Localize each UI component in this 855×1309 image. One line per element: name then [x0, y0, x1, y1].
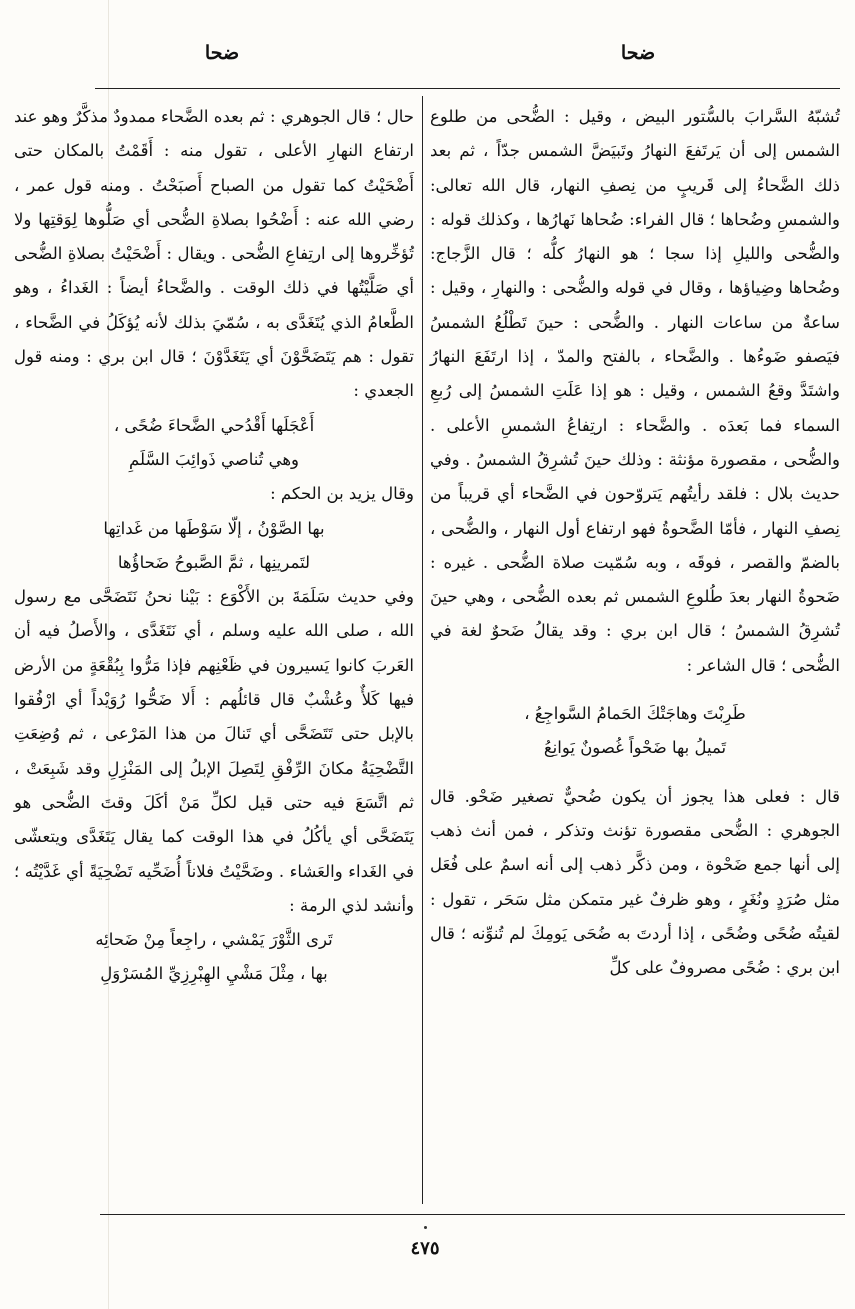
- verse-line: بها ، مِثْلَ مَشْيِ الهِبْرِزِيِّ المُسَرْوَلِ: [100, 964, 328, 984]
- header-word-left: ضحا: [204, 42, 240, 64]
- entry-text: حال ؛ قال الجوهري : ثم بعده الضَّحاء ممدودٌ مذكَّرٌ وهو عند ارتفاع النهارِ الأعلى ، تقول منه : أَقَمْتُ بالمكان حتى أَضْحَيْتُ كما تقول من الصباح أَصبَحْتُ . ومنه قول عمر ، رضي الله عنه : أَضْحُوا بصلاةِ الضُّحى أي صَلُّوها لِوَقتِها ولا تُؤخِّروها إلى ارتِفاعِ الضُّحى . ويقال : أَضْحَيْتُ بصلاةِ الضُّحى أي صَلَّيْتُها في ذلك الوقت . والضَّحاءُ أيضاً : الغَداءُ ، وهو الطَّعامُ الذي يُتَغَدَّى به ، سُمّيَ بذلك لأنه يُؤكَلُ في الضَّحاء ، تقول : هم يَتَضَحَّوْنَ أي يَتَغَدَّوْنَ ؛ قال ابن بري : ومنه قول الجعدي :: [14, 107, 414, 401]
- bottom-rule: [100, 1214, 845, 1215]
- header-word-right: ضحا: [620, 42, 656, 64]
- verse-line: تَميلُ بها ضَحْواً غُصونٌ يَوانِعُ: [543, 738, 727, 758]
- entry-text: تُشبّهُ السَّرابَ بالسُّتور البيض ، وقيل : الضُّحى من طلوع الشمس إلى أن يَرتَفعَ النهارُ وتَبيَضَّ الشمس جدّاً ، ثم بعد ذلك الضَّحاءُ إلى قَريبٍ من نِصفِ النهار، قال الله تعالى: والشمسِ وضُحاها ؛ قال الفراء: ضُحاها نَهارُها ، وكذلك قوله : والضُّحى والليلِ إذا سجا ؛ هو النهارُ كلُّه ؛ قال الزَّجاج: وضُحاها وضِياؤها ، وقال في قوله والضُّحى : والنهارِ ، وقيل : ساعةٌ من ساعات النهار . والضُّحى : حينَ تَطْلُعُ الشمسُ فيَصفو ضَوءُها . والضَّحاء ، بالفتح والمدّ ، إذا ارتَفَعَ النهارُ واشتَدَّ وقعُ الشمس ، وقيل : هو إذا عَلَتِ الشمسُ إلى رُبعِ السماء فما بَعدَه . والضَّحاء : ارتِفاعُ الشمسِ الأعلى . والضُّحى ، مقصورة مؤنثة : وذلك حينَ تُشرِقُ الشمسُ . وفي حديث بلال : فلقد رأيتُهم يَتروّحون في الضَّحاء أي قريباً من نِصفِ النهار ، فأمّا الضَّحوةُ فهو ارتفاع أول النهار ، والضُّحى ، بالضمّ والقصر ، فوقَه ، وبه سُمّيت صلاة الضُّحى . غيره : ضَحوةُ النهار بعدَ طُلوعِ الشمس ثم بعده الضُّحى ، وهي حينَ تُشرِقُ الشمسُ ؛ قال ابن بري : وقد يقالُ ضَحوٌ لغة في الضُّحى ؛ قال الشاعر :: [430, 107, 840, 675]
- left-column: [14, 100, 414, 992]
- top-rule: [95, 88, 840, 89]
- verse-intro: وقال يزيد بن الحكم :: [270, 484, 414, 504]
- verse-line: بها الصَّوْنُ ، إلّا سَوْطَها من غَداتِها: [103, 518, 325, 538]
- right-column: [430, 100, 840, 985]
- entry-text: قال : فعلى هذا يجوز أن يكون ضُحيٌّ تصغير ضَحْو. قال الجوهري : الضُّحى مقصورة تؤنث وتذكر ، فمن أنث ذهب إلى أنها جمع ضَحْوة ، ومن ذكَّر ذهب إلى أنه اسمٌ على فُعَل مثل صُرَدٍ ونُغَرٍ ، وهو ظرفٌ غير متمكن مثل سَحَر ، تقول : لقيتُه ضُحًى وضُحًى ، إذا أردتَ به ضُحَى يَومِكَ لم تُنوِّنه ؛ قال ابن بري : ضُحًى مصروفٌ على كلِّ: [430, 786, 840, 978]
- column-separator: [422, 96, 423, 1204]
- verse-line: طَرِبْتَ وهاجَتْكَ الحَمامُ السَّواجِعُ ،: [524, 704, 746, 724]
- verse-line: وهي تُناصي ذَوائِبَ السَّلَمِ: [129, 449, 299, 469]
- verse-line: أَعْجَلَها أَقْدُحي الضَّحاءَ ضُحًى ،: [113, 415, 315, 435]
- center-dot: [424, 1226, 427, 1229]
- verse-line: تَرى الثَّوْرَ يَمْشي ، راجِعاً مِنْ ضَحائِه: [95, 930, 333, 950]
- verse-line: لتَمرينِها ، ثمَّ الصَّبوحُ ضَحاؤُها: [117, 552, 311, 572]
- page-number: ٤٧٥: [410, 1238, 440, 1259]
- entry-text: وفي حديث سَلَمَةَ بن الأَكْوَع : بَيْنا نحنُ نَتَضَحَّى مع رسول الله ، صلى الله عليه وسلم ، أي نَتَغَدَّى ، والأَصلُ فيه أن العَربَ كانوا يَسيرون في ظَعْنِهم فإذا مَرُّوا بِبُقْعَةٍ من الأرض فيها كَلأٌ وعُشْبٌ قال قائلُهم : أَلا ضَحُّوا رُوَيْداً أي ارْفُقوا بالإبل حتى تَتَضَحَّى أي تَنالَ من هذا المَرْعى ، ثم وُضِعَتِ التَّضْحِيَةُ مكانَ الرِّفْقِ لِتَصِلَ الإبلُ إلى المَنْزِلِ وقد شَبِعَتْ ، ثم اتَّسَعَ فيه حتى قيل لكلِّ مَنْ أكَلَ وقتَ الضُّحى هو يَتَضَحَّى أي يأكُلُ في هذا الوقت كما يقال يَتَغَدَّى ويتعشّى في الغَداء والعَشاء . وضَحَّيْتُ فلاناً أُضَحِّيه تَضْحِيَةً أي غَدَّيْتُه ؛ وأنشد لذي الرمة :: [14, 587, 414, 915]
